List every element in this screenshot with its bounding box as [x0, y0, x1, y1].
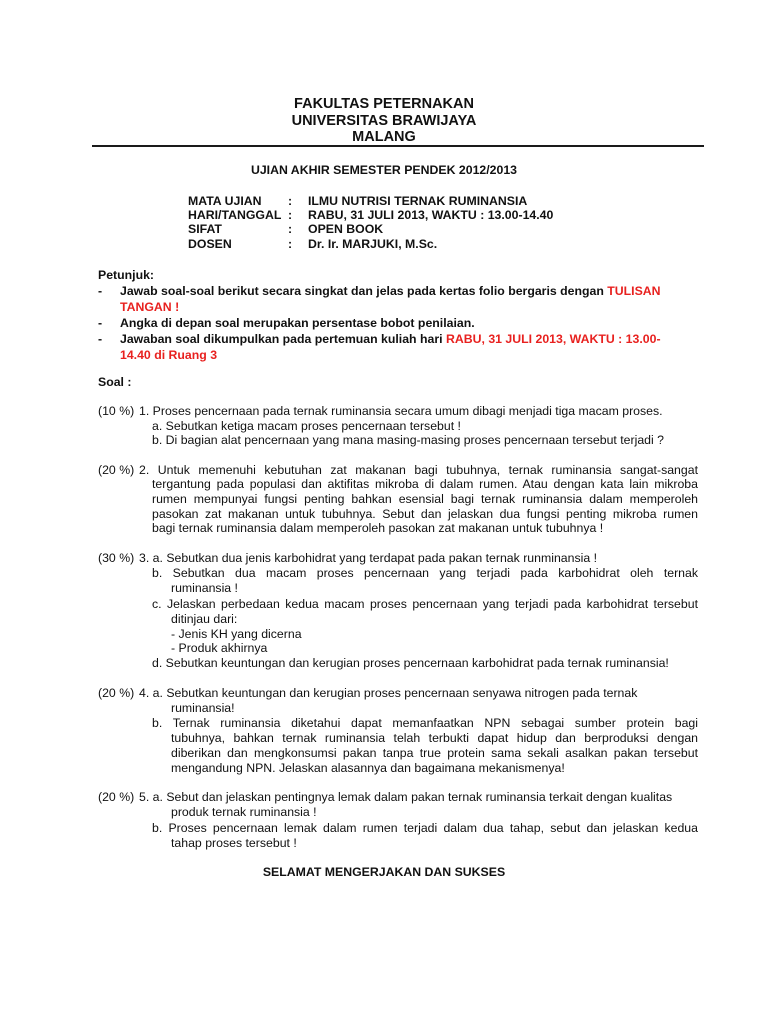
info-colon: :: [288, 222, 293, 236]
question-line: mengandung NPN. Jelaskan alasannya dan bagaimana mekanismenya!: [171, 761, 565, 775]
instruction-text: Angka di depan soal merupakan persentase bobot penilaian.: [120, 316, 475, 330]
info-value: OPEN BOOK: [308, 222, 384, 236]
question-weight: (10 %): [98, 404, 135, 418]
question-line: ditinjau dari:: [171, 612, 238, 626]
question-line: c. Jelaskan perbedaan kedua macam proses pencernaan yang terjadi pada karbohidrat tersebut: [152, 597, 698, 611]
instruction-text: [120, 283, 700, 300]
university-title: UNIVERSITAS BRAWIJAYA: [291, 113, 477, 129]
info-label: HARI/TANGGAL: [188, 208, 282, 222]
question-line: tubuhnya, bahkan ternak ruminansia telah terbukti dapat hidup dan berproduksi dengan: [171, 731, 698, 745]
question-line: tergantung pada populasi dan aktifitas mikroba di dalam rumen. Atau dengan kata lain mikroba: [152, 477, 698, 491]
question-weight: (20 %): [98, 790, 135, 804]
bullet-dash: -: [98, 316, 103, 330]
instruction-highlight: TULISAN: [607, 284, 661, 298]
instructions-title: Petunjuk:: [98, 268, 155, 282]
question-line: b. Proses pencernaan lemak dalam rumen terjadi dalam dua tahap, sebut dan jelaskan kedua: [152, 821, 698, 835]
closing-message: SELAMAT MENGERJAKAN DAN SUKSES: [262, 865, 506, 879]
question-line: 1. Proses pencernaan pada ternak ruminansia secara umum dibagi menjadi tiga macam proses.: [139, 404, 663, 418]
question-line: produk ternak ruminansia !: [171, 805, 317, 819]
question-line: rumen mempunyai fungsi penting bahkan esensial bagi ternak ruminansia dalam memperoleh: [152, 492, 698, 506]
question-line: d. Sebutkan keuntungan dan kerugian proses pencernaan karbohidrat pada ternak ruminansia!: [152, 656, 669, 670]
faculty-title: FAKULTAS PETERNAKAN: [294, 96, 474, 112]
question-line: b. Sebutkan dua macam proses pencernaan yang terjadi pada karbohidrat oleh ternak: [152, 566, 698, 580]
info-colon: :: [288, 194, 293, 208]
question-line: ruminansia !: [171, 581, 238, 595]
question-line: b. Di bagian alat pencernaan yang mana masing-masing proses pencernaan tersebut terjadi ?: [152, 433, 665, 447]
question-weight: (30 %): [98, 551, 135, 565]
question-line: diberikan dan mengkonsumsi pakan tanpa true protein sama sekali asalkan pakan tersebut: [171, 746, 698, 760]
header-divider: [92, 145, 704, 147]
question-line: 3. a. Sebutkan dua jenis karbohidrat yang terdapat pada pakan ternak runminansia !: [139, 551, 598, 565]
instruction-highlight: RABU, 31 JULI 2013, WAKTU : 13.00-: [445, 332, 661, 346]
bullet-dash: -: [98, 332, 103, 346]
question-line: 4. a. Sebutkan keuntungan dan kerugian proses pencernaan senyawa nitrogen pada ternak: [139, 686, 638, 700]
question-line: 2. Untuk memenuhi kebutuhan zat makanan bagi tubuhnya, ternak ruminansia sangat-sangat: [139, 463, 698, 477]
info-label: MATA UJIAN: [188, 194, 262, 208]
question-line: b. Ternak ruminansia diketahui dapat memanfaatkan NPN sebagai sumber protein bagi: [152, 716, 698, 730]
info-label: DOSEN: [188, 237, 232, 251]
instruction-highlight: 14.40 di Ruang 3: [120, 348, 218, 362]
info-value: Dr. Ir. MARJUKI, M.Sc.: [308, 237, 438, 251]
exam-title: UJIAN AKHIR SEMESTER PENDEK 2012/2013: [250, 163, 518, 177]
info-value: ILMU NUTRISI TERNAK RUMINANSIA: [308, 194, 528, 208]
instruction-highlight: TANGAN !: [120, 300, 180, 314]
question-line: - Jenis KH yang dicerna: [171, 627, 302, 641]
question-weight: (20 %): [98, 686, 135, 700]
question-weight: (20 %): [98, 463, 135, 477]
question-line: a. Sebutkan ketiga macam proses pencernaan tersebut !: [152, 419, 461, 433]
instruction-text-main: Jawab soal-soal berikut secara singkat dan jelas pada kertas folio bergaris dengan: [120, 284, 608, 298]
question-line: bagi ternak ruminansia dalam memperoleh pasokan zat makanan untuk tubuhnya !: [152, 521, 604, 535]
question-line: ruminansia!: [171, 701, 235, 715]
instruction-text: [120, 331, 700, 348]
info-label: SIFAT: [188, 222, 222, 236]
info-colon: :: [288, 237, 293, 251]
info-colon: :: [288, 208, 293, 222]
instruction-text-main: Jawaban soal dikumpulkan pada pertemuan kuliah hari: [120, 332, 446, 346]
question-line: pasokan zat makanan untuk tubuhnya. Sebut dan jelaskan dua fungsi penting mikroba rumen: [152, 507, 698, 521]
question-line: 5. a. Sebut dan jelaskan pentingnya lemak dalam pakan ternak ruminansia terkait dengan kualitas: [139, 790, 673, 804]
questions-title: Soal :: [98, 375, 132, 389]
info-value: RABU, 31 JULI 2013, WAKTU : 13.00-14.40: [308, 208, 554, 222]
bullet-dash: -: [98, 284, 103, 298]
question-line: - Produk akhirnya: [171, 641, 268, 655]
question-line: tahap proses tersebut !: [171, 836, 297, 850]
city-title: MALANG: [352, 129, 416, 145]
